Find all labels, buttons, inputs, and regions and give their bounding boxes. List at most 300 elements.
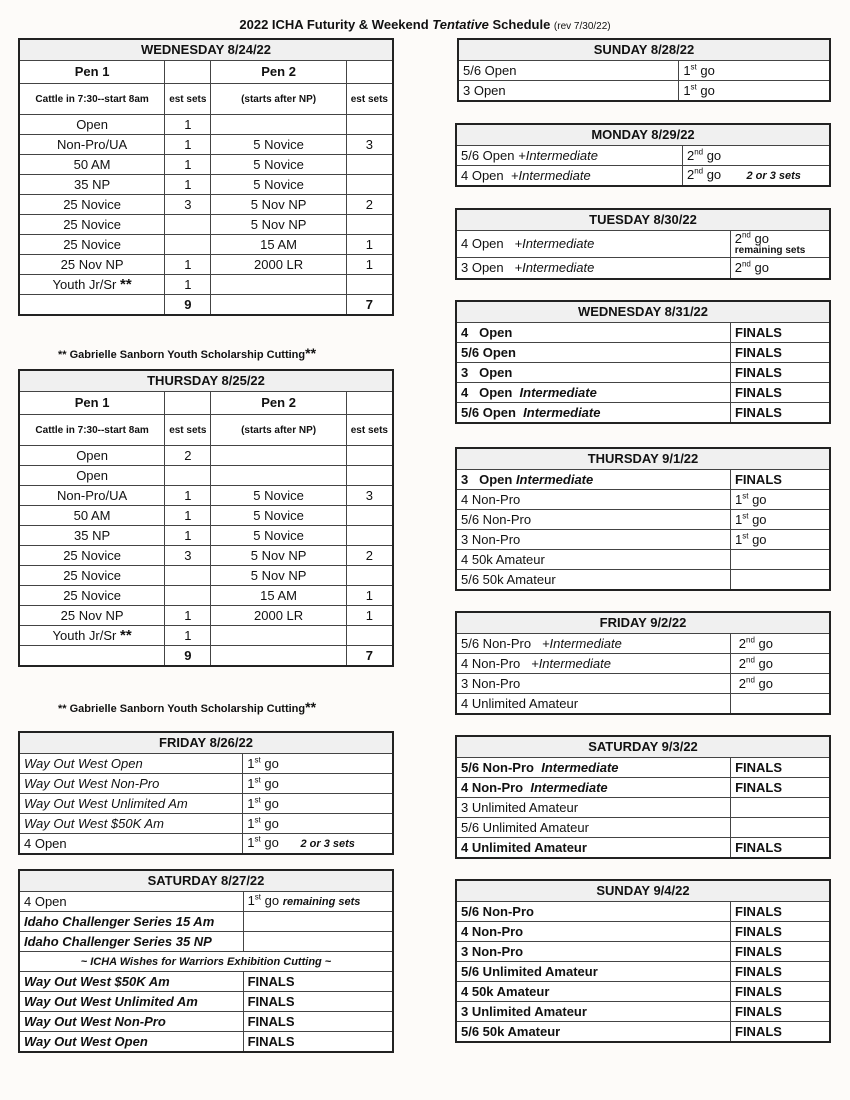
scholarship-footnote bbox=[58, 345, 316, 361]
table-row bbox=[19, 155, 393, 175]
pen2-sets: 3 bbox=[346, 486, 393, 506]
pen1-event bbox=[19, 135, 165, 155]
blank-cell bbox=[19, 295, 165, 316]
event-cell bbox=[456, 383, 731, 403]
go-cell: 2nd go 2 or 3 sets bbox=[682, 166, 830, 187]
pen1-event bbox=[19, 546, 165, 566]
table-title: MONDAY 8/29/22 bbox=[456, 124, 830, 146]
event-cell: 4 Non-Pro bbox=[456, 922, 731, 942]
pen1-sets: 1 bbox=[165, 606, 211, 626]
table-row bbox=[456, 758, 830, 778]
table-row bbox=[19, 506, 393, 526]
go-cell: 1st go bbox=[730, 490, 830, 510]
event-number: 5/6 bbox=[461, 404, 480, 420]
footnote-stars: ** bbox=[305, 699, 317, 715]
table-row bbox=[456, 674, 830, 694]
blank-cell bbox=[211, 295, 346, 316]
intermediate-label: Intermediate bbox=[519, 384, 597, 400]
go-cell: 1st go bbox=[243, 794, 393, 814]
event-number: 3 bbox=[461, 364, 469, 380]
event-cell: 4 Open bbox=[19, 834, 243, 855]
event-cell: Way Out West Non-Pro bbox=[19, 1012, 243, 1032]
ordinal-suffix: st bbox=[254, 755, 261, 765]
event-cell: 3 Open bbox=[458, 81, 679, 102]
go-number: 1 bbox=[247, 755, 255, 771]
table-row bbox=[19, 774, 393, 794]
table-row bbox=[456, 166, 830, 187]
ordinal-suffix: nd bbox=[741, 230, 751, 240]
go-cell bbox=[730, 570, 830, 591]
table-title: THURSDAY 8/25/22 bbox=[19, 370, 393, 392]
sets-note: 2 or 3 sets bbox=[746, 170, 801, 182]
ordinal-suffix: nd bbox=[741, 259, 751, 269]
pen1-event-text: 50 AM bbox=[73, 156, 111, 172]
intermediate-label: Intermediate bbox=[523, 404, 601, 420]
result-cell: FINALS bbox=[243, 1012, 393, 1032]
event-cell bbox=[456, 146, 682, 166]
pen2-event bbox=[211, 446, 346, 466]
pen2-sets: 3 bbox=[346, 135, 393, 155]
table-row bbox=[456, 962, 830, 982]
pen2-sets: 1 bbox=[346, 586, 393, 606]
result-cell bbox=[731, 818, 830, 838]
go-number: 2 bbox=[738, 675, 747, 691]
wednesday-831-table bbox=[455, 300, 831, 424]
result-cell: FINALS bbox=[731, 962, 831, 982]
table-row bbox=[456, 982, 830, 1002]
table-row bbox=[458, 81, 830, 102]
table-row bbox=[19, 1032, 393, 1053]
go-cell: 1st go bbox=[243, 754, 393, 774]
table-row bbox=[19, 586, 393, 606]
go-cell: 1st go bbox=[243, 774, 393, 794]
event-cell: Way Out West $50K Am bbox=[19, 972, 243, 992]
ordinal-suffix: st bbox=[254, 815, 261, 825]
pen2-sets bbox=[346, 466, 393, 486]
pen1-event-text: Youth Jr/Sr bbox=[52, 276, 117, 292]
event-cell: Way Out West Unlimited Am bbox=[19, 992, 243, 1012]
pen2-event: 2000 LR bbox=[211, 255, 346, 275]
go-number: 1 bbox=[683, 62, 691, 78]
go-cell: 2nd go bbox=[731, 674, 830, 694]
pen1-event bbox=[19, 466, 165, 486]
result-cell: FINALS bbox=[731, 922, 831, 942]
event-cell bbox=[456, 403, 731, 424]
pen1-event-text: 25 Novice bbox=[63, 547, 121, 563]
go-cell: 2nd go bbox=[682, 146, 830, 166]
table-row bbox=[456, 798, 830, 818]
table-row bbox=[456, 550, 830, 570]
pen2-event: 5 Novice bbox=[211, 486, 346, 506]
total-pen2: 7 bbox=[346, 646, 393, 667]
event-cell bbox=[456, 838, 731, 859]
ordinal-suffix: nd bbox=[694, 166, 704, 176]
table-row bbox=[19, 135, 393, 155]
pen2-event: 5 Novice bbox=[211, 175, 346, 195]
go-number: 1 bbox=[734, 511, 743, 527]
footnote-text: ** Gabrielle Sanborn Youth Scholarship Cutting bbox=[58, 349, 306, 361]
table-row bbox=[456, 654, 830, 674]
pen1-event bbox=[19, 255, 165, 275]
event-cell bbox=[456, 258, 730, 280]
table-row bbox=[19, 195, 393, 215]
pen2-sets bbox=[346, 215, 393, 235]
table-row bbox=[19, 566, 393, 586]
page-title bbox=[0, 17, 850, 32]
ordinal-suffix: st bbox=[254, 795, 261, 805]
event-name: Open bbox=[479, 324, 513, 340]
table-row bbox=[456, 530, 830, 550]
go-cell: 1st go bbox=[243, 814, 393, 834]
pen1-sets: 1 bbox=[165, 275, 211, 295]
pen1-sets: 1 bbox=[165, 486, 211, 506]
event-cell: 4 50k Amateur bbox=[456, 982, 731, 1002]
table-row bbox=[19, 115, 393, 135]
total-pen1: 9 bbox=[165, 646, 211, 667]
event-cell bbox=[456, 758, 731, 778]
event-name: 4 Open bbox=[461, 167, 504, 183]
result-cell: FINALS bbox=[731, 982, 831, 1002]
pen2-event bbox=[211, 115, 346, 135]
table-title: SATURDAY 8/27/22 bbox=[19, 870, 393, 892]
pen2-event: 2000 LR bbox=[211, 606, 346, 626]
pen1-event bbox=[19, 215, 165, 235]
table-row bbox=[19, 814, 393, 834]
go-cell bbox=[730, 550, 830, 570]
go-number: 2 bbox=[734, 260, 742, 275]
total-pen1: 9 bbox=[165, 295, 211, 316]
result-cell: FINALS bbox=[243, 972, 393, 992]
event-cell: 5/6 Unlimited Amateur bbox=[456, 962, 731, 982]
table-row bbox=[456, 403, 830, 424]
pen2-event: 5 Novice bbox=[211, 155, 346, 175]
pen1-event bbox=[19, 195, 165, 215]
pen1-event-text: 25 Novice bbox=[63, 216, 121, 232]
pen1-event bbox=[19, 446, 165, 466]
title-italic: Tentative bbox=[432, 17, 489, 32]
ordinal-suffix: st bbox=[254, 834, 261, 844]
pen1-header: Pen 1 bbox=[19, 392, 165, 415]
event-cell: 5/6 50k Amateur bbox=[456, 1022, 731, 1043]
event-cell bbox=[456, 363, 731, 383]
table-row bbox=[19, 275, 393, 295]
pen1-sets bbox=[165, 586, 211, 606]
table-row bbox=[19, 606, 393, 626]
pen1-event bbox=[19, 606, 165, 626]
est-sets-header: est sets bbox=[165, 415, 211, 446]
result-cell: FINALS bbox=[731, 323, 831, 343]
pen2-sets bbox=[346, 446, 393, 466]
pen1-sets: 3 bbox=[165, 195, 211, 215]
footnote-stars: ** bbox=[305, 345, 317, 361]
pen1-event-text: Non-Pro/UA bbox=[57, 487, 128, 503]
go-cell: 2nd go remaining sets bbox=[730, 231, 830, 258]
result-cell: FINALS bbox=[731, 1022, 831, 1043]
pen1-sets: 1 bbox=[165, 135, 211, 155]
table-row bbox=[19, 754, 393, 774]
table-row bbox=[456, 694, 830, 715]
pen1-event-text: 25 Novice bbox=[63, 567, 121, 583]
event-cell: 3 Unlimited Amateur bbox=[456, 1002, 731, 1022]
pen1-event-text: 25 Novice bbox=[63, 236, 121, 252]
event-name: 3 Unlimited Amateur bbox=[461, 799, 579, 815]
event-name: Open bbox=[482, 344, 516, 360]
pen2-sets: 1 bbox=[346, 235, 393, 255]
result-cell: FINALS bbox=[243, 1032, 393, 1053]
blank-cell bbox=[165, 61, 211, 84]
title-part2: Schedule bbox=[492, 17, 551, 32]
pen1-event-text: 25 Novice bbox=[63, 196, 121, 212]
pen1-event-text: Open bbox=[76, 116, 108, 132]
pen2-sets bbox=[346, 175, 393, 195]
sunday-94-table bbox=[455, 879, 831, 1043]
table-title: SUNDAY 8/28/22 bbox=[458, 39, 830, 61]
event-cell: Way Out West Open bbox=[19, 754, 243, 774]
event-name: 5/6 Open bbox=[461, 147, 515, 163]
table-row bbox=[19, 255, 393, 275]
table-row bbox=[19, 235, 393, 255]
ordinal-suffix: st bbox=[254, 775, 261, 785]
go-cell: 2nd go bbox=[731, 634, 830, 654]
go-number: 1 bbox=[247, 815, 255, 831]
table-row bbox=[456, 1022, 830, 1043]
event-cell: 4 50k Amateur bbox=[456, 550, 730, 570]
intermediate-label: Intermediate bbox=[530, 779, 608, 795]
table-row bbox=[456, 634, 830, 654]
friday-92-table bbox=[455, 611, 831, 715]
table-row bbox=[456, 146, 830, 166]
go-number: 1 bbox=[734, 531, 743, 547]
event-name: 4 Open bbox=[461, 236, 504, 251]
table-row bbox=[19, 972, 393, 992]
pen1-event bbox=[19, 526, 165, 546]
table-row bbox=[456, 838, 830, 859]
starts-after-note: (starts after NP) bbox=[211, 84, 346, 115]
go-cell: 1st go bbox=[730, 510, 830, 530]
pen1-event-text: 25 Nov NP bbox=[60, 256, 124, 272]
pen1-event bbox=[19, 115, 165, 135]
pen1-event-text: 25 Nov NP bbox=[60, 607, 124, 623]
event-number: 5/6 bbox=[461, 344, 480, 360]
event-cell: 4 Non-Pro bbox=[456, 490, 730, 510]
table-row bbox=[19, 1012, 393, 1032]
table-row bbox=[456, 231, 830, 258]
revision: (rev 7/30/22) bbox=[553, 21, 611, 32]
ordinal-suffix: st bbox=[254, 892, 262, 902]
intermediate-label: +Intermediate bbox=[518, 147, 598, 163]
event-cell: Way Out West $50K Am bbox=[19, 814, 243, 834]
go-cell: 1st go bbox=[730, 530, 830, 550]
go-number: 1 bbox=[247, 775, 255, 791]
table-row bbox=[19, 526, 393, 546]
intermediate-label: +Intermediate bbox=[507, 167, 591, 183]
result-cell: FINALS bbox=[243, 992, 393, 1012]
est-sets-header: est sets bbox=[165, 84, 211, 115]
table-title: WEDNESDAY 8/31/22 bbox=[456, 301, 830, 323]
event-name: 4 Unlimited Amateur bbox=[461, 695, 579, 711]
event-name: 3 Open bbox=[461, 260, 504, 275]
result-cell: FINALS bbox=[731, 902, 831, 922]
pen1-sets: 2 bbox=[165, 446, 211, 466]
result-cell: FINALS bbox=[730, 470, 830, 490]
table-title: SATURDAY 9/3/22 bbox=[456, 736, 830, 758]
event-cell bbox=[456, 798, 731, 818]
table-row bbox=[456, 778, 830, 798]
blank-cell bbox=[346, 61, 393, 84]
pen2-event: 5 Novice bbox=[211, 135, 346, 155]
ordinal-suffix: nd bbox=[746, 675, 755, 685]
event-cell: 3 Non-Pro bbox=[456, 530, 730, 550]
starts-after-note: (starts after NP) bbox=[211, 415, 346, 446]
pen1-sets bbox=[165, 215, 211, 235]
go-number: 2 bbox=[738, 635, 747, 651]
ordinal-suffix: st bbox=[690, 62, 697, 72]
table-row bbox=[456, 922, 830, 942]
go-cell: 2nd go bbox=[731, 654, 830, 674]
pen1-event-text: Non-Pro/UA bbox=[57, 136, 128, 152]
est-sets-header: est sets bbox=[346, 84, 393, 115]
go-number: 1 bbox=[247, 893, 255, 908]
tuesday-830-table bbox=[455, 208, 831, 280]
go-number: 2 bbox=[686, 167, 695, 182]
result-cell: FINALS bbox=[731, 838, 830, 859]
intermediate-label: Intermediate bbox=[515, 471, 594, 487]
go-cell: 1st go 2 or 3 sets bbox=[243, 834, 393, 855]
blank-cell bbox=[346, 392, 393, 415]
pen1-sets bbox=[165, 235, 211, 255]
table-row bbox=[19, 992, 393, 1012]
pen2-sets: 1 bbox=[346, 255, 393, 275]
footnote-text: ** Gabrielle Sanborn Youth Scholarship Cutting bbox=[58, 703, 306, 715]
cattle-note: Cattle in 7:30--start 8am bbox=[19, 415, 165, 446]
table-row bbox=[19, 834, 393, 855]
table-title: FRIDAY 8/26/22 bbox=[19, 732, 393, 754]
pen1-event bbox=[19, 566, 165, 586]
pen1-event bbox=[19, 235, 165, 255]
event-cell: Way Out West Unlimited Am bbox=[19, 794, 243, 814]
table-row bbox=[19, 626, 393, 646]
intermediate-label: +Intermediate bbox=[538, 635, 622, 651]
table-row bbox=[19, 486, 393, 506]
event-number: 3 bbox=[461, 471, 469, 487]
go-number: 1 bbox=[247, 795, 255, 811]
sunday-828-table bbox=[457, 38, 831, 102]
pen1-sets: 1 bbox=[165, 115, 211, 135]
pen2-event: 15 AM bbox=[211, 586, 346, 606]
pen1-header: Pen 1 bbox=[19, 61, 165, 84]
saturday-93-table bbox=[455, 735, 831, 859]
ordinal-suffix: st bbox=[690, 82, 697, 92]
pen1-event-text: Open bbox=[76, 447, 108, 463]
title-part1: 2022 ICHA Futurity & Weekend bbox=[239, 17, 429, 32]
stars-mark: ** bbox=[119, 626, 132, 644]
table-row bbox=[19, 215, 393, 235]
table-title: SUNDAY 9/4/22 bbox=[456, 880, 830, 902]
go-number: 2 bbox=[738, 655, 747, 671]
event-cell bbox=[456, 343, 731, 363]
event-cell bbox=[456, 654, 731, 674]
pen2-event: 5 Nov NP bbox=[211, 195, 346, 215]
pen2-sets bbox=[346, 566, 393, 586]
result-cell: FINALS bbox=[731, 363, 831, 383]
event-cell bbox=[456, 694, 731, 715]
go-cell: 1st go bbox=[679, 61, 830, 81]
event-name: 4 Non-Pro bbox=[461, 779, 524, 795]
pen2-sets bbox=[346, 275, 393, 295]
go-cell: 1st go remaining sets bbox=[243, 892, 393, 912]
pen2-sets bbox=[346, 626, 393, 646]
pen1-sets: 1 bbox=[165, 175, 211, 195]
thursday-91-table bbox=[455, 447, 831, 591]
pen1-event bbox=[19, 175, 165, 195]
event-cell bbox=[456, 470, 730, 490]
result-cell: FINALS bbox=[731, 758, 830, 778]
table-row bbox=[456, 343, 830, 363]
table-row bbox=[456, 570, 830, 591]
table-row bbox=[456, 258, 830, 280]
pen1-sets: 1 bbox=[165, 506, 211, 526]
event-cell: 3 Non-Pro bbox=[456, 942, 731, 962]
result-cell bbox=[731, 798, 830, 818]
pen1-event bbox=[19, 486, 165, 506]
event-cell bbox=[456, 634, 731, 654]
event-cell: Idaho Challenger Series 15 Am bbox=[19, 912, 243, 932]
event-number: 4 bbox=[461, 324, 469, 340]
result-cell: FINALS bbox=[731, 383, 831, 403]
event-cell bbox=[456, 778, 731, 798]
pen1-sets: 1 bbox=[165, 526, 211, 546]
table-title: FRIDAY 9/2/22 bbox=[456, 612, 830, 634]
sets-note: remaining sets bbox=[282, 896, 361, 908]
intermediate-label: +Intermediate bbox=[514, 260, 595, 275]
scholarship-footnote bbox=[58, 699, 316, 715]
table-title: TUESDAY 8/30/22 bbox=[456, 209, 830, 231]
event-cell: Way Out West Non-Pro bbox=[19, 774, 243, 794]
wednesday-824-table bbox=[18, 38, 394, 316]
event-cell bbox=[456, 323, 731, 343]
pen2-event: 5 Novice bbox=[211, 526, 346, 546]
pen1-event-text: 35 NP bbox=[74, 527, 111, 543]
saturday-827-table bbox=[18, 869, 394, 1053]
pen2-event bbox=[211, 626, 346, 646]
pen1-event-text: 35 NP bbox=[74, 176, 111, 192]
table-row bbox=[458, 61, 830, 81]
pen2-event: 5 Nov NP bbox=[211, 215, 346, 235]
pen1-event-text: 50 AM bbox=[73, 507, 111, 523]
ordinal-suffix: nd bbox=[746, 635, 755, 645]
table-row bbox=[456, 1002, 830, 1022]
pen2-event bbox=[211, 466, 346, 486]
event-name: 5/6 Non-Pro bbox=[461, 759, 534, 775]
event-name: 5/6 Non-Pro bbox=[461, 635, 532, 651]
go-number: 2 bbox=[734, 231, 742, 246]
pen1-sets: 1 bbox=[165, 626, 211, 646]
est-sets-header: est sets bbox=[346, 415, 393, 446]
go-number: 1 bbox=[247, 835, 255, 850]
table-row bbox=[456, 942, 830, 962]
event-cell: Way Out West Open bbox=[19, 1032, 243, 1053]
result-cell: FINALS bbox=[731, 778, 830, 798]
result-cell bbox=[243, 912, 393, 932]
table-row bbox=[19, 546, 393, 566]
pen2-sets bbox=[346, 115, 393, 135]
event-number: 4 bbox=[461, 384, 469, 400]
friday-826-table bbox=[18, 731, 394, 855]
pen2-event bbox=[211, 275, 346, 295]
pen2-sets: 2 bbox=[346, 546, 393, 566]
event-name: 5/6 Unlimited Amateur bbox=[461, 819, 589, 835]
result-cell bbox=[243, 932, 393, 952]
